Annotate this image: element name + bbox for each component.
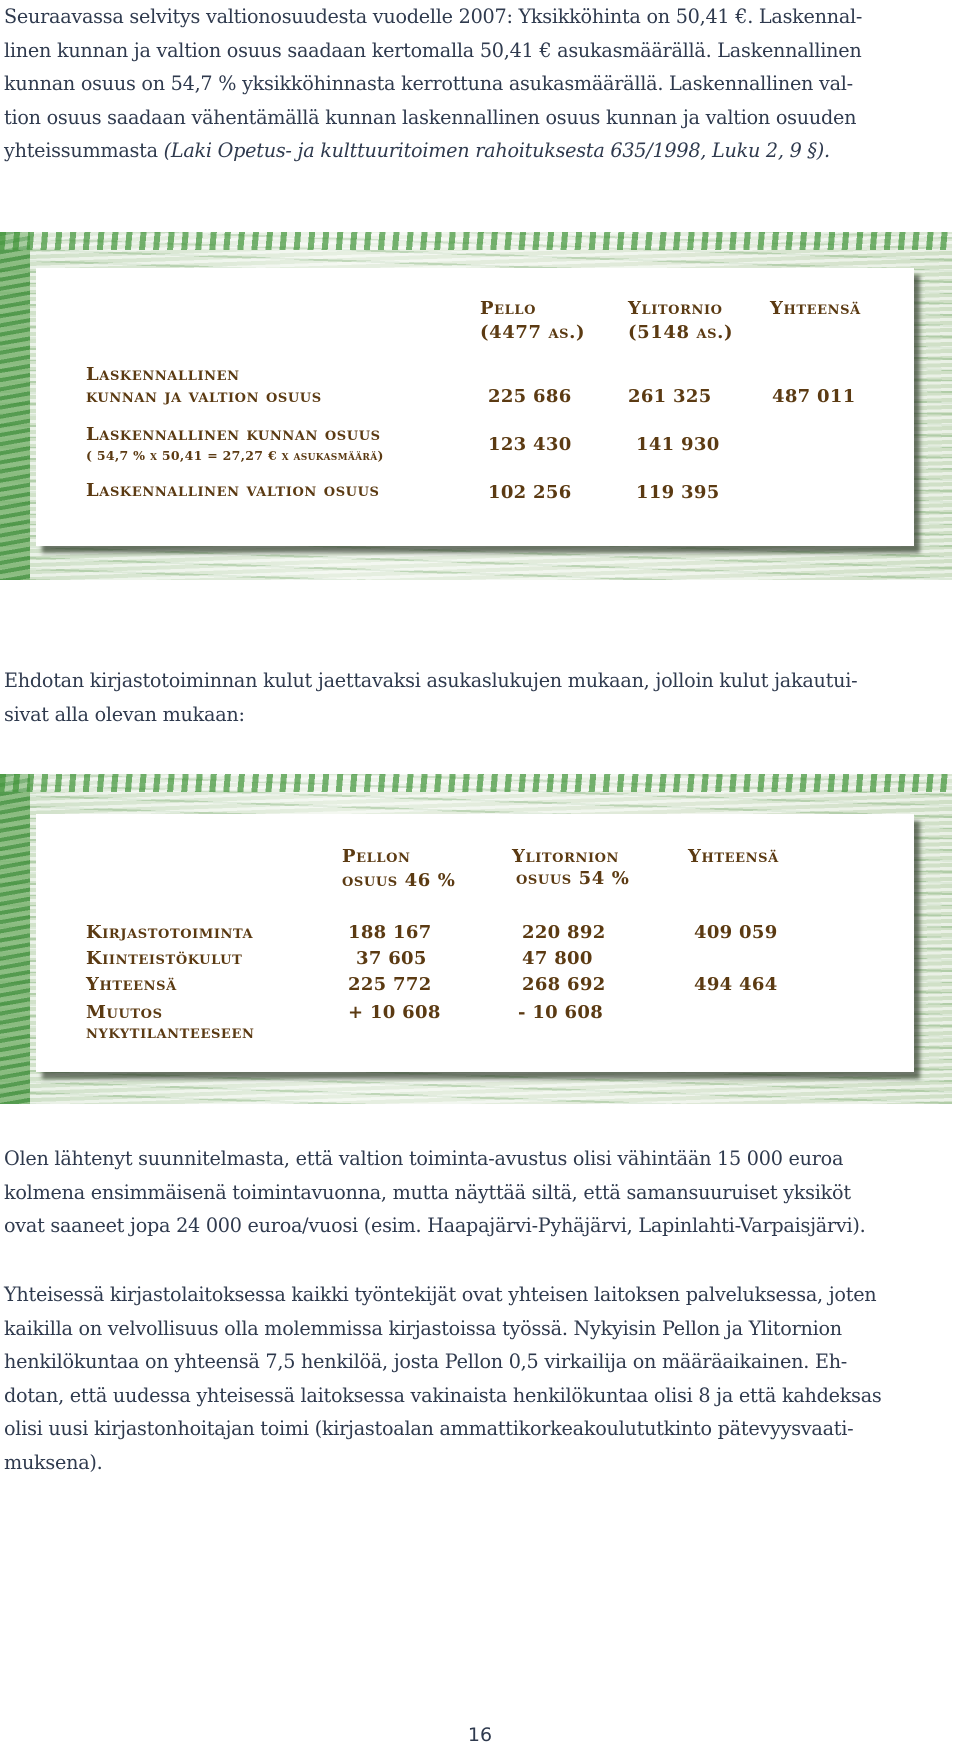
frame-texture: [0, 774, 30, 1104]
table2-cell: 225 772: [348, 974, 432, 995]
funding-line: kolmena ensimmäisenä toimintavuonna, mutta näyttää siltä, että samansuuruiset yksiköt: [4, 1180, 851, 1204]
funding-paragraph: [4, 1142, 956, 1243]
intro-line: linen kunnan ja valtion osuus saadaan kertomalla 50,41 € asukasmäärällä. Laskennallinen: [4, 38, 862, 62]
table1-row-label: kunnan ja valtion osuus: [86, 386, 322, 407]
staff-line: olisi uusi kirjastonhoitajan toimi (kirjastoalan ammattikorkeakoulututkinto pätevyysvaati-: [4, 1417, 854, 1440]
intro-text: yhteissummasta: [4, 139, 164, 162]
table2-cell: 37 605: [356, 948, 427, 969]
table1-header-ylitornio: Ylitornio: [628, 298, 723, 319]
table1-row-sublabel: ( 54,7 % x 50,41 = 27,27 € x asukasmäärä): [86, 448, 384, 463]
table2-cell: + 10 608: [348, 1002, 441, 1023]
table1-card: [36, 268, 914, 546]
table2-row-label: Kirjastotoiminta: [86, 922, 254, 943]
table2-row-label: Yhteensä: [86, 974, 177, 995]
table1-header-pello: Pello: [480, 298, 537, 319]
proposal-line: Ehdotan kirjastotoiminnan kulut jaettavaksi asukaslukujen mukaan, jolloin kulut jakautui-: [4, 669, 858, 692]
table2-cell: 268 692: [522, 974, 606, 995]
table1-row-label: Laskennallinen valtion osuus: [86, 480, 380, 501]
staff-paragraph: [4, 1278, 956, 1479]
table2-header-total: Yhteensä: [688, 846, 779, 867]
intro-paragraph: [4, 0, 956, 168]
staff-line: dotan, että uudessa yhteisessä laitoksessa vakinaista henkilökuntaa olisi 8 ja että kahdeksas: [4, 1383, 882, 1407]
funding-line: ovat saaneet jopa 24 000 euroa/vuosi (esim. Haapajärvi-Pyhäjärvi, Lapinlahti-Varpaisjärvi).: [4, 1214, 866, 1237]
table1-row-label: Laskennallinen kunnan osuus: [86, 424, 381, 445]
table1-cell: 225 686: [488, 386, 572, 407]
table2-cell: 494 464: [694, 974, 778, 995]
table1-cell: 119 395: [636, 482, 720, 503]
staff-line: muksena).: [4, 1450, 103, 1474]
proposal-paragraph: [4, 664, 956, 731]
table1-cell: 141 930: [636, 434, 720, 455]
table2-cell: - 10 608: [518, 1002, 604, 1023]
table1-header-ylitornio-pop: (5148 as.): [628, 322, 734, 343]
table2-header-pello: Pellon: [342, 846, 411, 867]
table2-header-pello-share: osuus 46 %: [342, 870, 456, 891]
proposal-line: sivat alla olevan mukaan:: [4, 702, 245, 726]
table1-header-total: Yhteensä: [770, 298, 861, 319]
funding-line: Olen lähtenyt suunnitelmasta, että valtion toiminta-avustus olisi vähintään 15 000 euroa: [4, 1147, 844, 1170]
table2-cell: 188 167: [348, 922, 432, 943]
intro-line: tion osuus saadaan vähentämällä kunnan laskennallinen osuus kunnan ja valtion osuuden: [4, 105, 857, 129]
frame-texture: [0, 232, 952, 250]
table1-header-pello-pop: (4477 as.): [480, 322, 586, 343]
table2-cell: 220 892: [522, 922, 606, 943]
table2-card: [36, 814, 914, 1072]
table1-cell: 487 011: [772, 386, 856, 407]
table1-cell: 261 325: [628, 386, 712, 407]
staff-line: kaikilla on velvollisuus olla molemmissa kirjastoissa työssä. Nykyisin Pellon ja Ylitornion: [4, 1316, 842, 1340]
table1-frame: [0, 232, 952, 580]
law-citation: (Laki Opetus- ja kulttuuritoimen rahoituksesta 635/1998, Luku 2, 9 §).: [163, 139, 830, 162]
staff-line: Yhteisessä kirjastolaitoksessa kaikki työntekijät ovat yhteisen laitoksen palveluksessa, joten: [4, 1283, 877, 1306]
frame-texture: [0, 774, 952, 792]
table2-header-ylitornio-share: osuus 54 %: [516, 868, 630, 889]
frame-texture: [0, 232, 30, 580]
table2-frame: [0, 774, 952, 1104]
table2-row-label: nykytilanteeseen: [86, 1022, 255, 1043]
intro-line-last: [4, 134, 956, 168]
intro-line: Seuraavassa selvitys valtionosuudesta vuodelle 2007: Yksikköhinta on 50,41 €. Laskennal-: [4, 5, 863, 28]
table2-cell: 47 800: [522, 948, 593, 969]
intro-line: kunnan osuus on 54,7 % yksikköhinnasta kerrottuna asukasmäärällä. Laskennallinen val-: [4, 72, 853, 95]
page-number: 16: [467, 1724, 493, 1746]
table1-cell: 102 256: [488, 482, 572, 503]
table2-row-label: Muutos: [86, 1002, 163, 1023]
staff-line: henkilökuntaa on yhteensä 7,5 henkilöä, josta Pellon 0,5 virkailija on määräaikainen. Eh-: [4, 1350, 848, 1373]
table1-row-label: Laskennallinen: [86, 364, 240, 385]
table1-cell: 123 430: [488, 434, 572, 455]
table2-row-label: Kiinteistökulut: [86, 948, 243, 969]
table2-cell: 409 059: [694, 922, 778, 943]
table2-header-ylitornio: Ylitornion: [512, 846, 620, 867]
